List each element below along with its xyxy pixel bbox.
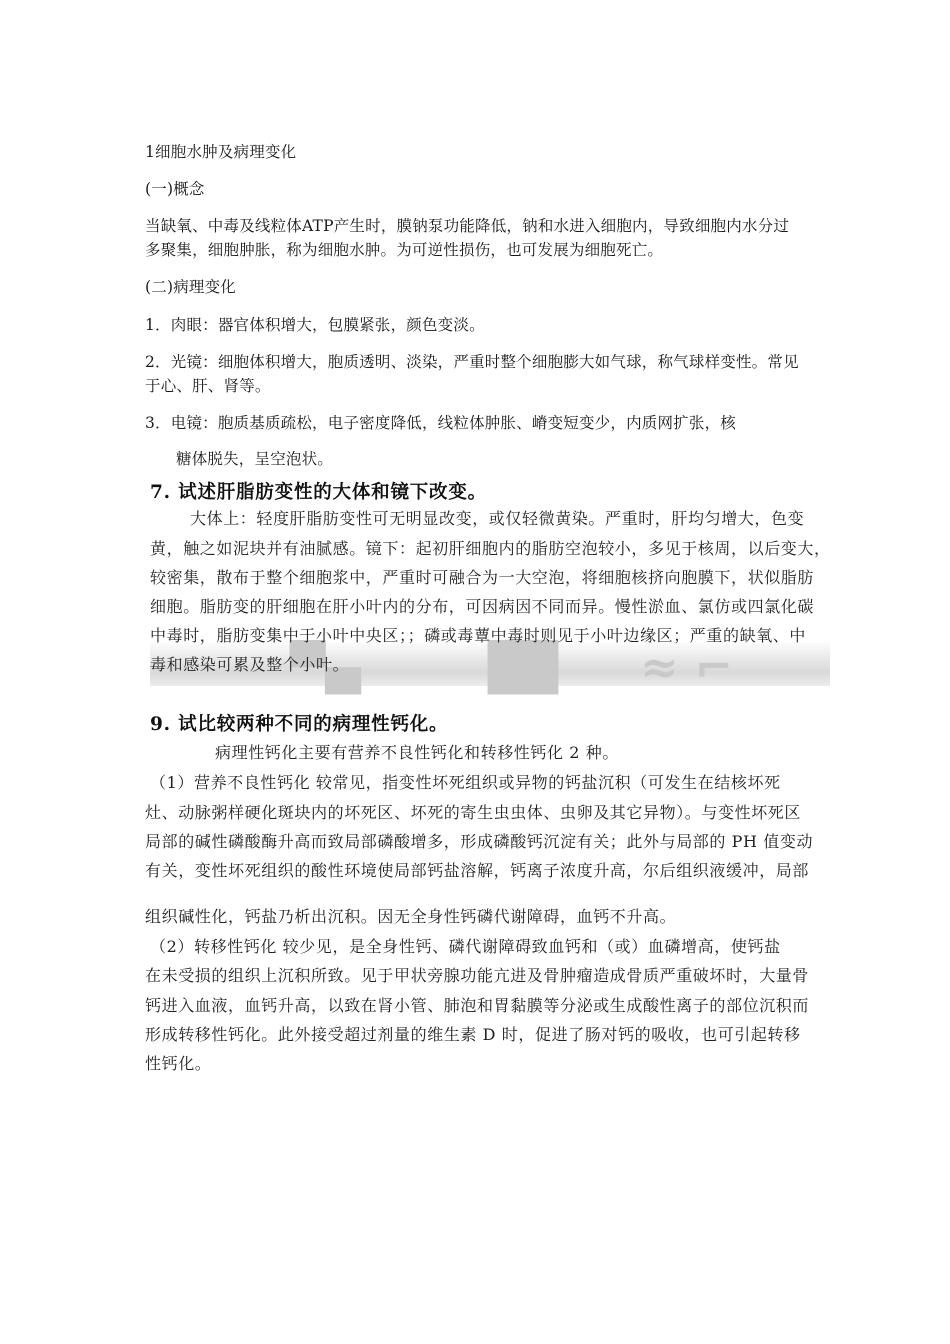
section9-part1-line: （1）营养不良性钙化 较常见，指变性坏死组织或异物的钙盐沉积（可发生在结核坏死 xyxy=(150,773,781,792)
section7-heading: 7. 试述肝脂肪变性的大体和镜下改变。 xyxy=(150,482,487,503)
section9-part2-line: 钙进入血液，血钙升高，以致在肾小管、肺泡和胃黏膜等分泌或生成酸性离子的部位沉积而 xyxy=(145,996,810,1015)
section9-heading: 9. 试比较两种不同的病理性钙化。 xyxy=(150,714,449,735)
section9-part2-line: 性钙化。 xyxy=(145,1054,212,1073)
section9-intro: 病理性钙化主要有营养不良性钙化和转移性钙化 2 种。 xyxy=(215,743,619,762)
concept-line-1: 当缺氧、中毒及线粒体ATP产生时，膜钠泵功能降低，钠和水进入细胞内，导致细胞内水分过 xyxy=(145,217,790,235)
section7-line: 中毒时，脂肪变集中于小叶中央区；；磷或毒蕈中毒时则见于小叶边缘区；严重的缺氧、中 xyxy=(150,626,807,645)
change-item-2-line-2: 于心、肝、肾等。 xyxy=(145,377,271,395)
section9-part2-line: （2）转移性钙化 较少见，是全身性钙、磷代谢障碍致血钙和（或）血磷增高，使钙盐 xyxy=(150,937,781,956)
watermark-glyph: ≈ ⌐ xyxy=(640,640,734,694)
section7-line: 较密集，散布于整个细胞浆中，严重时可融合为一大空泡，将细胞核挤向胞膜下，状似脂肪 xyxy=(150,568,815,587)
change-item-2-line-1: 2．光镜：细胞体积增大，胞质透明、淡染，严重时整个细胞膨大如气球，称气球样变性。常见 xyxy=(145,353,799,371)
section7-line: 毒和感染可累及整个小叶。 xyxy=(150,655,350,674)
section7-line: 黄，触之如泥块并有油腻感。镜下：起初肝细胞内的脂肪空泡较小，多见于核周，以后变大， xyxy=(150,539,831,558)
section9-part1-line: 有关，变性坏死组织的酸性环境使局部钙盐溶解，钙离子浓度升高，尔后组织液缓冲，局部 xyxy=(145,861,810,880)
section9-part1-line: 局部的碱性磷酸酶升高而致局部磷酸增多，形成磷酸钙沉淀有关；此外与局部的 PH 值变动 xyxy=(145,832,814,851)
change-item-1: 1．肉眼：器官体积增大，包膜紧张，颜色变淡。 xyxy=(145,316,485,334)
watermark-glyph: ▀▄ xyxy=(290,640,361,694)
section9-part2-line: 在未受损的组织上沉积所致。见于甲状旁腺功能亢进及骨肿瘤造成骨质严重破坏时，大量骨 xyxy=(145,966,810,985)
section9-part1-line: 组织碱性化，钙盐乃析出沉积。因无全身性钙磷代谢障碍，血钙不升高。 xyxy=(145,907,677,926)
concept-heading: (一)概念 xyxy=(145,180,205,198)
section9-part1-line: 灶、动脉粥样硬化斑块内的坏死区、坏死的寄生虫虫体、虫卵及其它异物）。与变性坏死区 xyxy=(145,803,802,822)
section9-part2-line: 形成转移性钙化。此外接受超过剂量的维生素 D 时，促进了肠对钙的吸收，也可引起转移 xyxy=(145,1025,801,1044)
section7-line: 细胞。脂肪变的肝细胞在肝小叶内的分布，可因病因不同而异。慢性淤血、氯仿或四氯化碳 xyxy=(150,597,815,616)
section1-title: 1细胞水肿及病理变化 xyxy=(145,143,297,161)
concept-line-2: 多聚集，细胞肿胀，称为细胞水肿。为可逆性损伤，也可发展为细胞死亡。 xyxy=(145,241,664,259)
change-item-3-line-2: 糖体脱失，呈空泡状。 xyxy=(176,450,334,468)
changes-heading: (二)病理变化 xyxy=(145,278,236,296)
section7-line: 大体上：轻度肝脂肪变性可无明显改变，或仅轻微黄染。严重时，肝均匀增大，色变 xyxy=(190,509,805,528)
watermark-glyph: ▐█▌ xyxy=(470,640,577,694)
change-item-3-line-1: 3．电镜：胞质基质疏松，电子密度降低，线粒体肿胀、嵴变短变少，内质网扩张，核 xyxy=(145,414,736,432)
